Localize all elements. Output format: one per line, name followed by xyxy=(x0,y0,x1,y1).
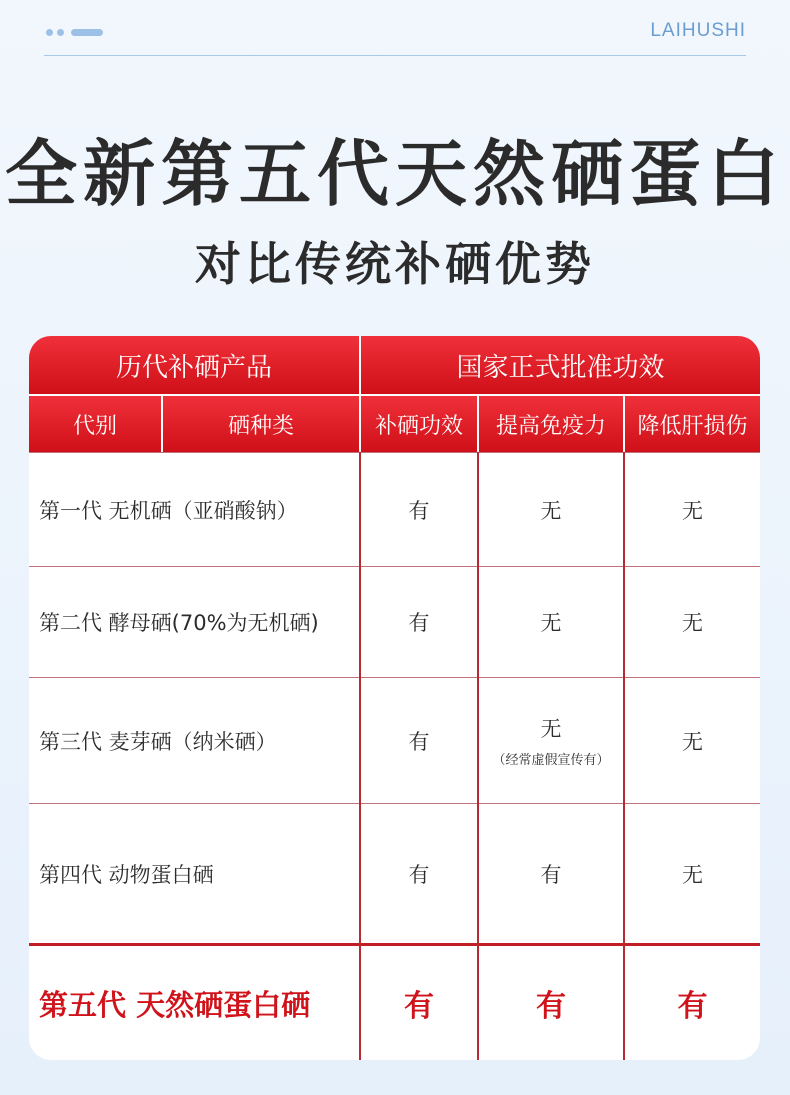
row-effect1: 有 xyxy=(408,862,430,887)
dot-icon xyxy=(46,29,53,36)
row-effect2: 有 xyxy=(536,989,566,1024)
top-bar xyxy=(44,20,746,56)
page-subtitle: 对比传统补硒优势 xyxy=(195,237,595,291)
col-header-generation: 代别 xyxy=(72,413,117,439)
row-effect2-note: （经常虚假宣传有） xyxy=(492,753,610,768)
table-row xyxy=(29,566,760,677)
table-row xyxy=(29,452,760,566)
row-name: 第一代 无机硒（亚硝酸钠） xyxy=(39,498,298,523)
table-column-header xyxy=(29,396,760,452)
row-effect1: 有 xyxy=(408,611,430,635)
row-effect2: 无 xyxy=(540,498,562,523)
col-header-effect3: 降低肝损伤 xyxy=(637,413,748,439)
decorative-dots xyxy=(46,29,103,36)
col-header-effect2: 提高免疫力 xyxy=(495,413,606,439)
column-divider xyxy=(477,452,479,1060)
dot-icon xyxy=(57,29,64,36)
col-header-type: 硒种类 xyxy=(227,413,294,439)
row-effect2: 无 xyxy=(540,717,562,741)
table-row xyxy=(29,677,760,803)
comparison-table xyxy=(29,336,760,1060)
page-title: 全新第五代天然硒蛋白 xyxy=(4,132,785,216)
table-row-highlight xyxy=(29,943,760,1060)
row-effect1: 有 xyxy=(404,989,434,1024)
row-effect3: 无 xyxy=(682,498,703,523)
row-effect1: 有 xyxy=(408,729,430,754)
row-name: 第三代 麦芽硒（纳米硒） xyxy=(39,729,277,754)
row-name: 第二代 酵母硒(70%为无机硒) xyxy=(39,611,319,635)
row-effect3: 无 xyxy=(682,611,703,635)
group-header-products: 历代补硒产品 xyxy=(115,352,272,383)
pill-icon xyxy=(71,29,103,36)
row-effect3: 无 xyxy=(682,729,703,754)
col-header-effect1: 补硒功效 xyxy=(374,413,463,439)
row-effect2-cell xyxy=(479,678,623,803)
group-header-effects: 国家正式批准功效 xyxy=(456,352,665,383)
row-name: 第四代 动物蛋白硒 xyxy=(39,862,214,887)
row-effect2: 有 xyxy=(540,862,562,887)
column-divider xyxy=(623,452,625,1060)
row-effect2: 无 xyxy=(540,611,562,635)
row-effect3: 有 xyxy=(677,989,708,1024)
table-row xyxy=(29,803,760,943)
column-divider xyxy=(359,452,361,1060)
row-name: 第五代 天然硒蛋白硒 xyxy=(39,987,311,1022)
row-effect1: 有 xyxy=(408,498,430,523)
table-group-header xyxy=(29,336,760,394)
row-effect3: 无 xyxy=(682,862,703,887)
brand-name: LAIHUSHI xyxy=(650,20,746,41)
